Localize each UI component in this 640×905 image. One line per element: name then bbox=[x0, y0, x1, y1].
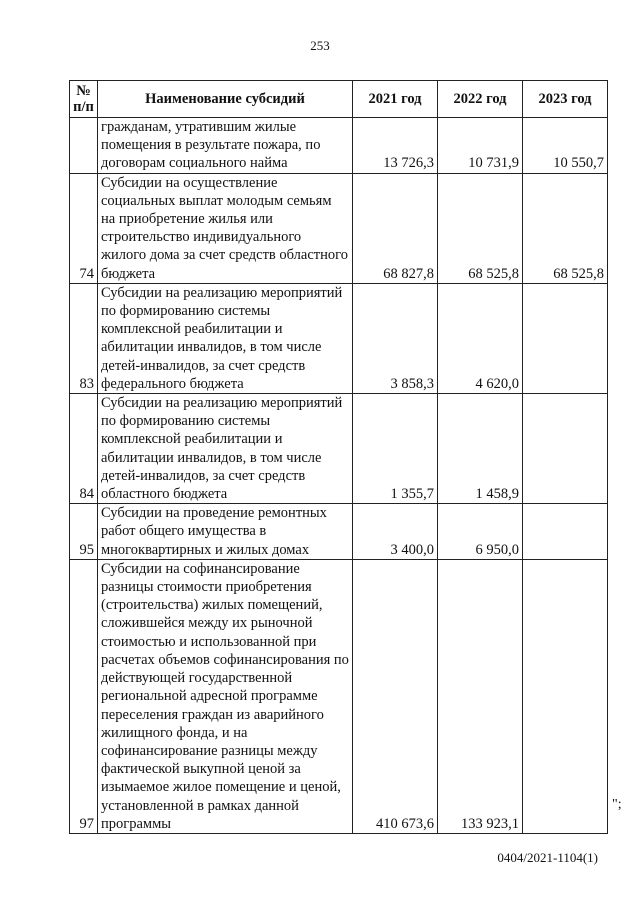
table-row bbox=[70, 559, 608, 833]
row-number: 95 bbox=[70, 504, 98, 560]
row-number: 97 bbox=[70, 559, 98, 833]
table-header-row bbox=[70, 81, 608, 118]
header-num: № п/п bbox=[70, 81, 98, 118]
value-2023 bbox=[523, 504, 608, 560]
subsidy-name: Субсидии на проведение ремонтных работ общего имущества в многоквартирных и жилых домах bbox=[98, 504, 353, 560]
header-2022: 2022 год bbox=[438, 81, 523, 118]
row-number bbox=[70, 118, 98, 174]
subsidy-name: Субсидии на реализацию мероприятий по формированию системы комплексной реабилитации и абилитации инвалидов, в том числе детей-инвалидов, за счет средств федерального бюджета bbox=[98, 283, 353, 393]
value-2021: 68 827,8 bbox=[353, 173, 438, 283]
table-row bbox=[70, 283, 608, 393]
subsidies-table bbox=[69, 80, 608, 834]
value-2021: 13 726,3 bbox=[353, 118, 438, 174]
value-2022: 6 950,0 bbox=[438, 504, 523, 560]
table-row bbox=[70, 173, 608, 283]
subsidy-name: гражданам, утратившим жилые помещения в результате пожара, по договорам социального найма bbox=[98, 118, 353, 174]
row-number: 74 bbox=[70, 173, 98, 283]
header-name: Наименование субсидий bbox=[98, 81, 353, 118]
value-2022: 4 620,0 bbox=[438, 283, 523, 393]
value-2021: 3 400,0 bbox=[353, 504, 438, 560]
page-number: 253 bbox=[310, 38, 330, 53]
header-2021: 2021 год bbox=[353, 81, 438, 118]
value-2023: 68 525,8 bbox=[523, 173, 608, 283]
row-number: 83 bbox=[70, 283, 98, 393]
value-2023 bbox=[523, 283, 608, 393]
row-number: 84 bbox=[70, 394, 98, 504]
value-2022: 10 731,9 bbox=[438, 118, 523, 174]
table-row bbox=[70, 504, 608, 560]
value-2023: 10 550,7 bbox=[523, 118, 608, 174]
document-code: 0404/2021-1104(1) bbox=[497, 850, 598, 865]
table-row bbox=[70, 118, 608, 174]
value-2021: 1 355,7 bbox=[353, 394, 438, 504]
header-2023: 2023 год bbox=[523, 81, 608, 118]
subsidy-name: Субсидии на софинансирование разницы стоимости приобретения (строительства) жилых помещений, сложившейся между их рыночной стоимостью и использованной при расчетах объемов софинансирования по действующей государственной региональной адресной программе переселения граждан из аварийного жилищного фонда, и на софинансирование разницы между фактической выкупной ценой за изымаемое жилое помещение и ценой, установленной в рамках данной программы bbox=[98, 559, 353, 833]
value-2022: 133 923,1 bbox=[438, 559, 523, 833]
value-2022: 1 458,9 bbox=[438, 394, 523, 504]
value-2023 bbox=[523, 394, 608, 504]
table-row bbox=[70, 394, 608, 504]
value-2022: 68 525,8 bbox=[438, 173, 523, 283]
value-2021: 410 673,6 bbox=[353, 559, 438, 833]
subsidy-name: Субсидии на реализацию мероприятий по формированию системы комплексной реабилитации и абилитации инвалидов, в том числе детей-инвалидов, за счет средств областного бюджета bbox=[98, 394, 353, 504]
value-2021: 3 858,3 bbox=[353, 283, 438, 393]
closing-quote: "; bbox=[612, 797, 622, 812]
value-2023 bbox=[523, 559, 608, 833]
subsidy-name: Субсидии на осуществление социальных выплат молодым семьям на приобретение жилья или строительство индивидуального жилого дома за счет средств областного бюджета bbox=[98, 173, 353, 283]
